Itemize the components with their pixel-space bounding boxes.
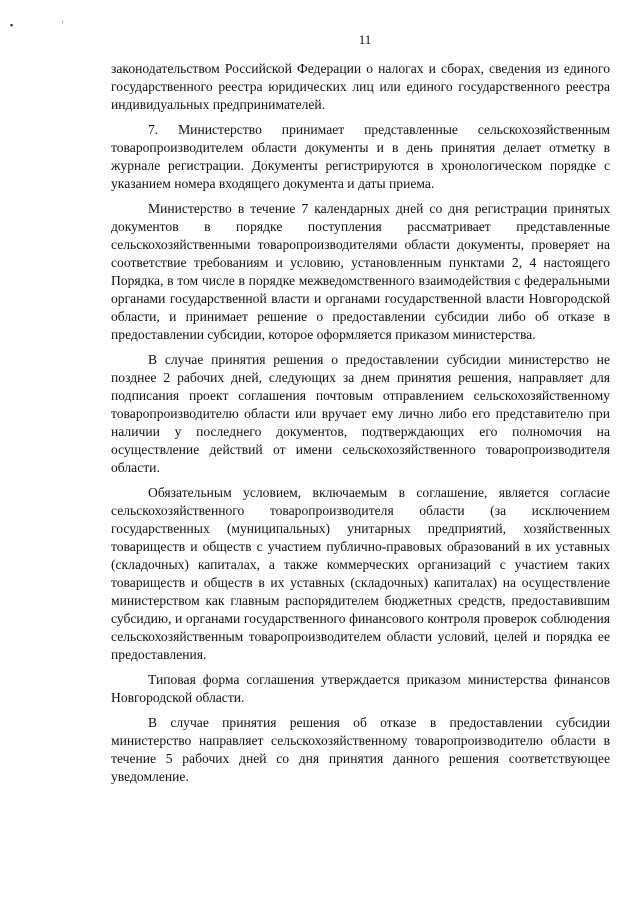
paragraph-2: 7. Министерство принимает представленные сельскохозяйственным товаропроизводителем области документы и в день принятия делает отметку в журнале регистрации. Документы регистрируются в хронологическом порядке с указанием номера входящего документа и даты приема. (111, 122, 610, 191)
scan-dot-mark: ▪ (10, 20, 14, 30)
paragraph-4: В случае принятия решения о предоставлении субсидии министерство не позднее 2 рабочих дней, следующих за днем принятия решения, направляет для подписания проект соглашения почтовым отправлением сельскохозяйственному товаропроизводителю области или вручает ему лично либо его представителю при наличии у последнего документов, подтверждающих его полномочия на осуществление действий от имени сельскохозяйственного товаропроизводителя области. (111, 352, 610, 475)
scan-dot-mark: · (61, 17, 64, 27)
paragraph-5: Обязательным условием, включаемым в соглашение, является согласие сельскохозяйственного товаропроизводителя области (за исключением государственных (муниципальных) унитарных предприятий, хозяйственных товариществ и обществ с участием публично-правовых образований в их уставных (складочных) капиталах, а также коммерческих организаций с участием таких товариществ и обществ в их уставных (складочных) капиталах) на осуществление министерством как главным распорядителем бюджетных средств, предоставившим субсидию, и органами государственного финансового контроля проверок соблюдения сельскохозяйственным товаропроизводителем области условий, целей и порядка ее предоставления. (111, 485, 610, 662)
document-body (111, 60, 610, 793)
paragraph-7: В случае принятия решения об отказе в предоставлении субсидии министерство направляет сельскохозяйственному товаропроизводителю области в течение 5 рабочих дней со дня принятия данного решения соответствующее уведомление. (111, 715, 610, 784)
page-number: 11 (358, 32, 372, 47)
paragraph-1: законодательством Российской Федерации о налогах и сборах, сведения из единого государственного реестра юридических лиц или единого государственного реестра индивидуальных предпринимателей. (111, 61, 610, 112)
paragraph-3: Министерство в течение 7 календарных дней со дня регистрации принятых документов в порядке поступления рассматривает представленные сельскохозяйственными товаропроизводителями области документы, проверяет на соответствие требованиям и условию, установленным пунктами 2, 4 настоящего Порядка, в том числе в порядке межведомственного взаимодействия с федеральными органами государственной власти и органами государственной власти Новгородской области, и принимает решение о предоставлении субсидии либо об отказе в предоставлении субсидии, которое оформляется приказом министерства. (111, 201, 610, 342)
paragraph-6: Типовая форма соглашения утверждается приказом министерства финансов Новгородской области. (111, 672, 610, 705)
